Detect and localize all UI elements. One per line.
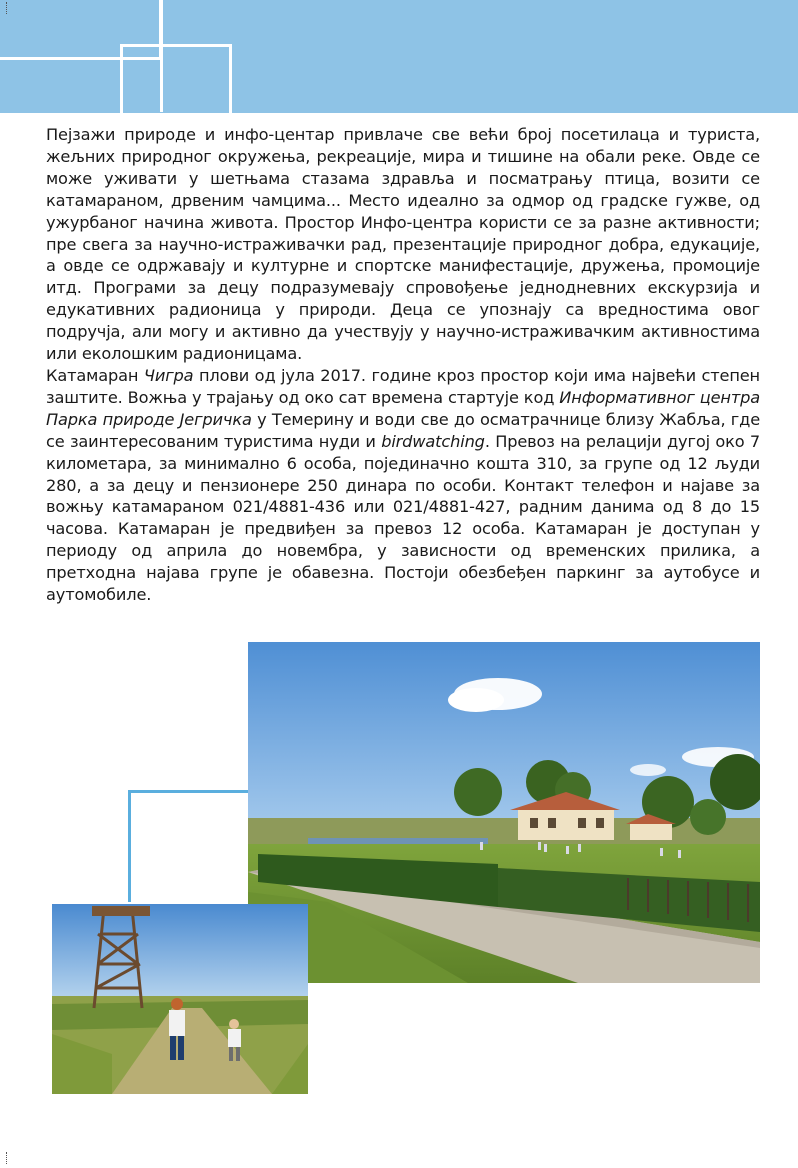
decorative-line bbox=[160, 0, 163, 112]
photo-frame-line bbox=[128, 790, 131, 902]
watchtower-photo bbox=[52, 904, 308, 1094]
header-band bbox=[0, 0, 798, 113]
paragraph-catamaran: Катамаран Чигра плови од јула 2017. године кроз простор који има највећи степен заштите. Вожња у трајању од око сат времена стартује код Информативног центра Парка природе Јегричка у Темерину и води све до осматрачнице близу Жабља, где се заинтересованим туристима нуди и birdwatching. Превоз на релацији дугој око 7 километара, за минимално 6 особа, појединачно кошта 310, за групе од 12 људи 280, а за децу и пензионере 250 динара по особи. Контакт телефон и најаве за вожњу катамараном 021/4881-436 или 021/4881-427, радним данима од 8 до 15 часова. Катамаран је предвиђен за превоз 12 особа. Катамаран је доступан у периоду од априла до новембра, у зависности од временских прилика, а претходна најава групе је обавезна. Постоји обезбеђен паркинг за аутобусе и аутомобиле. bbox=[46, 365, 761, 605]
crop-mark bbox=[6, 1152, 8, 1164]
info-center-photo bbox=[248, 642, 760, 983]
photo-frame-line bbox=[128, 790, 250, 793]
decorative-square bbox=[120, 44, 232, 113]
ship-name: Чигра bbox=[143, 365, 194, 385]
article-body bbox=[46, 124, 760, 606]
term-birdwatching: birdwatching bbox=[381, 431, 485, 451]
crop-mark bbox=[6, 2, 8, 14]
paragraph-info-center: Пејзажи природе и инфо-центар привлаче све већи број посетилаца и туриста, жељних природног окружења, рекреације, мира и тишине на обали реке. Овде се може уживати у шетњама стазама здравља и посматрању птица, возити се катамараном, дрвеним чамцима... Место идеално за одмор од градске гужве, од ужурбаног начина живота. Простор Инфо-центра користи се за разне активности; пре свега за научно-истраживачки рад, презентације природног добра, едукације, а овде се одржавају и културне и спортске манифестације, дружења, промоције итд. Програми за децу подразумевају спровођење једнодневних екскурзија и едукативних радионица у природи. Деца се упознају са вредностима овог подручја, али могу и активно да учествују у научно-истраживачким активностима или еколошким радионицама. bbox=[46, 125, 760, 364]
place-name: Информативног центра Парка природе Јегричка bbox=[46, 387, 761, 429]
